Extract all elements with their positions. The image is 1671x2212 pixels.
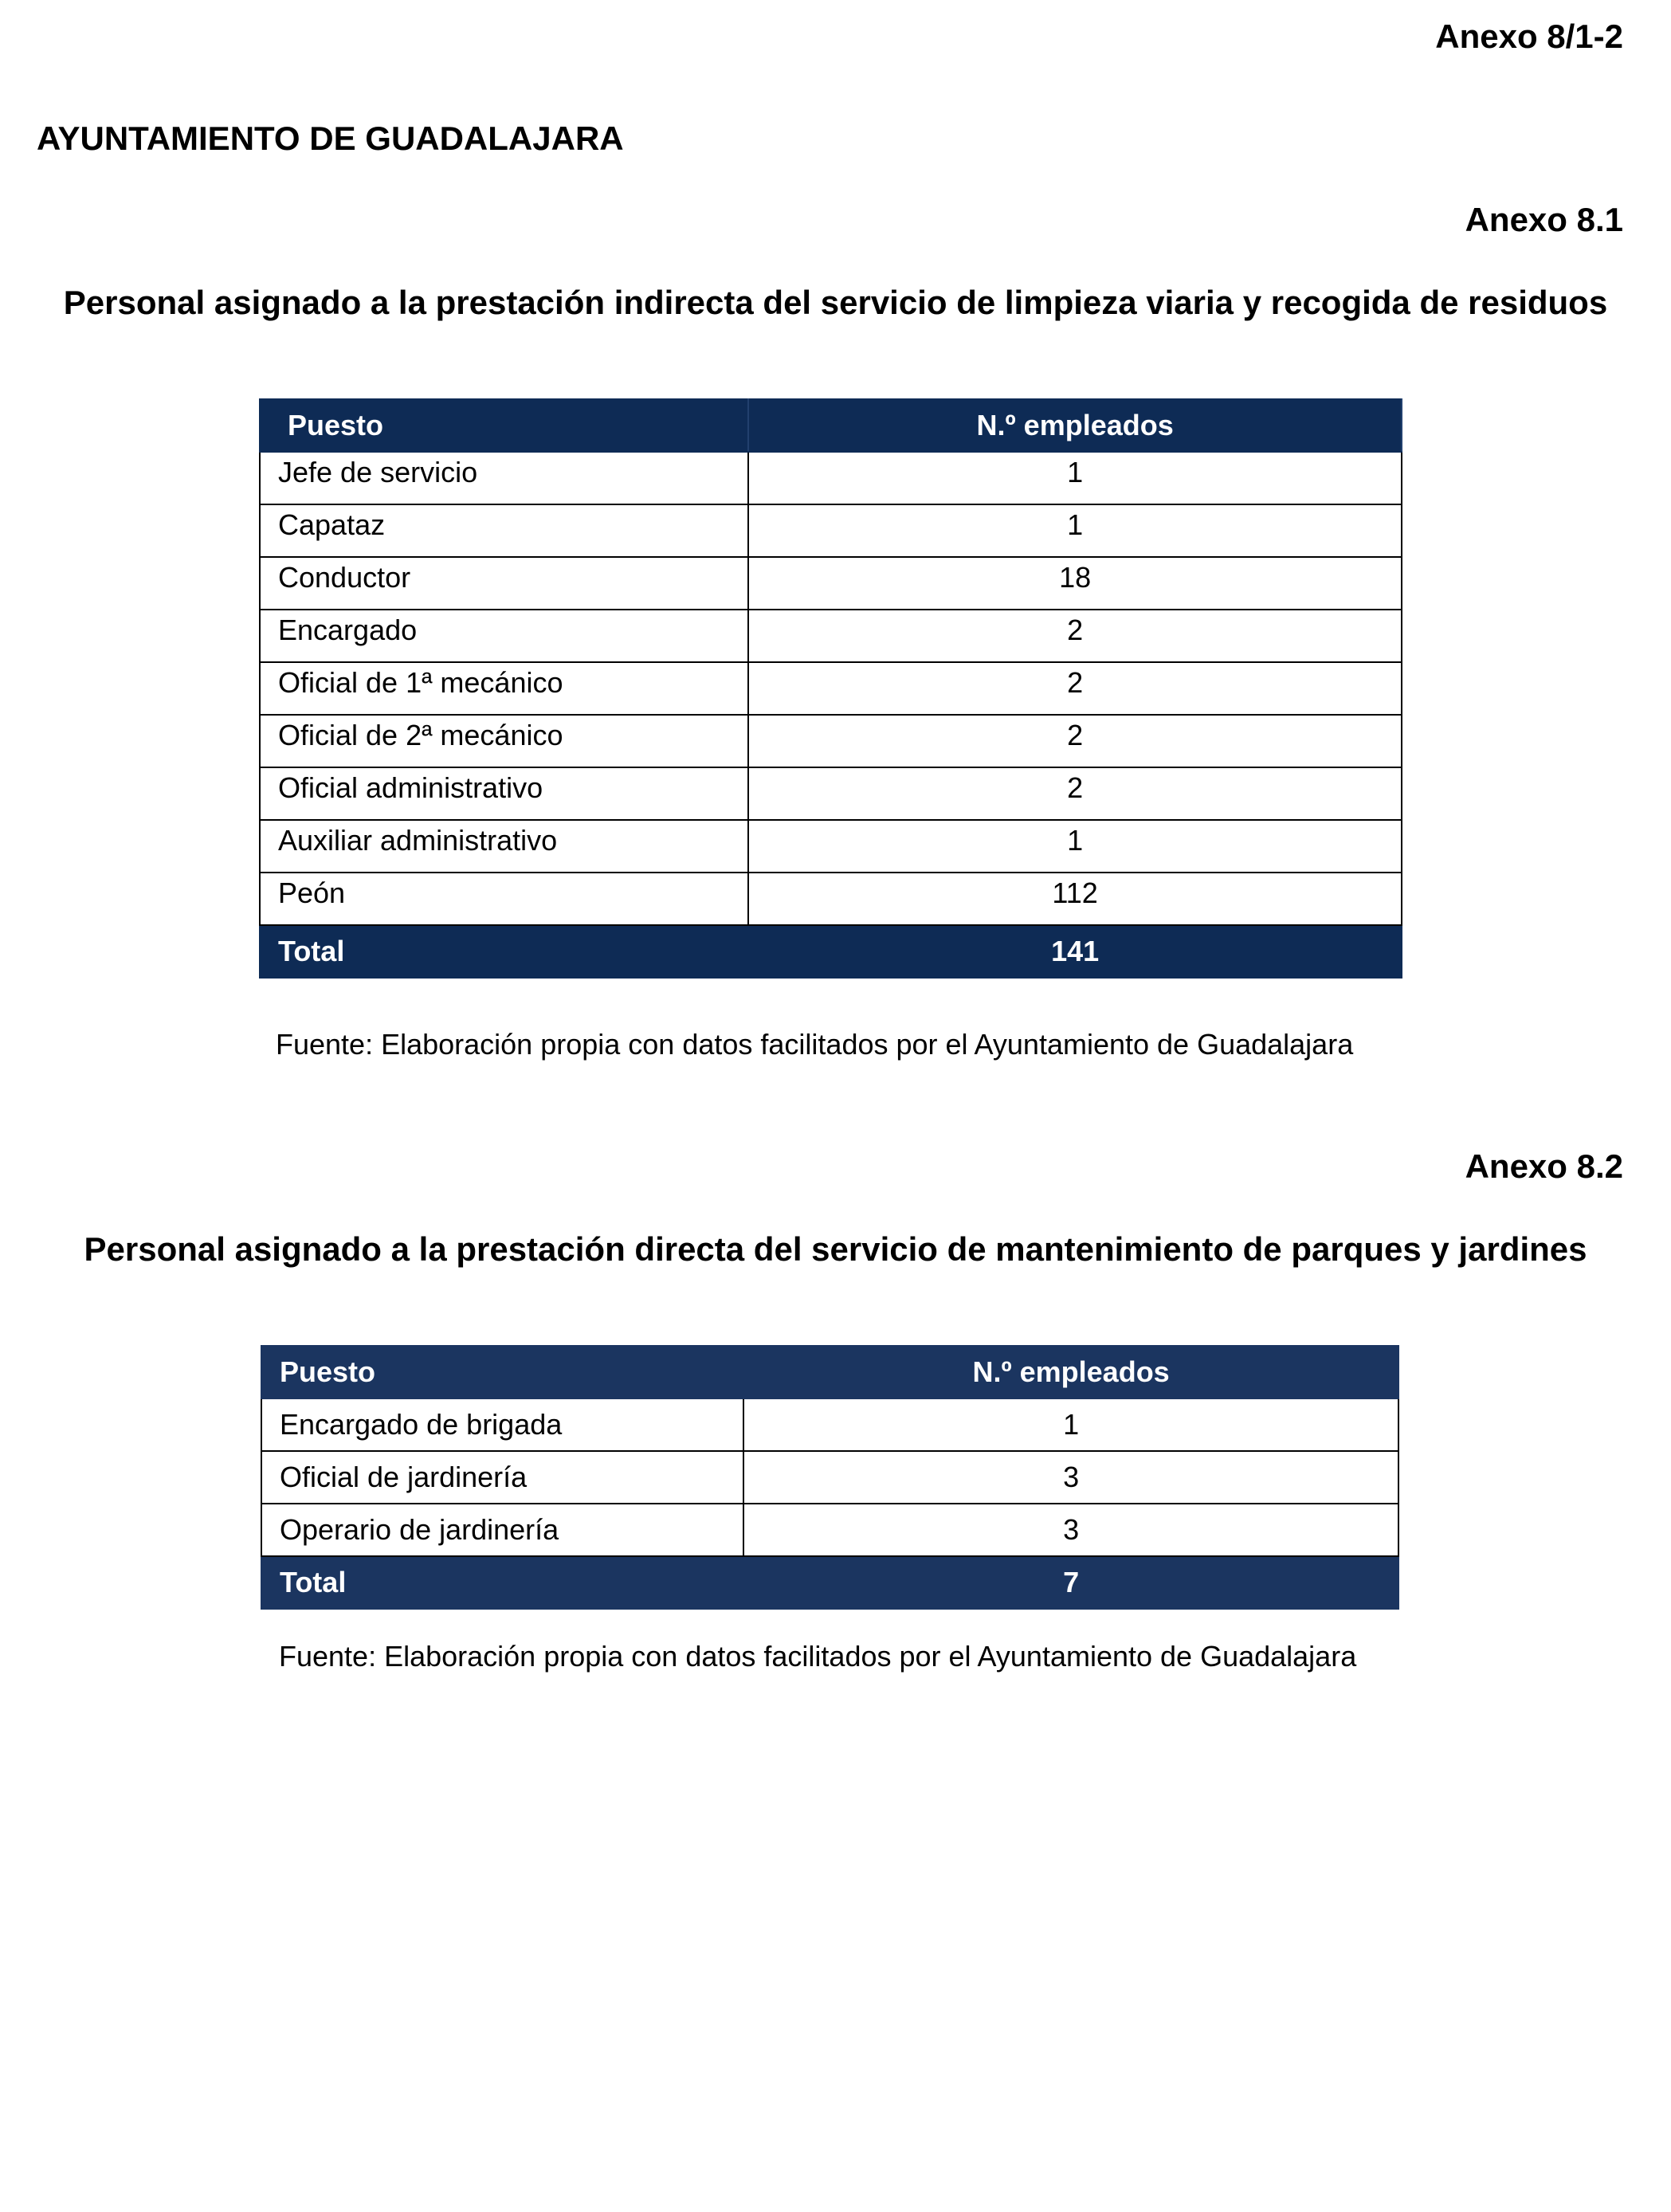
cell-empleados: 3 [743, 1451, 1398, 1504]
cell-empleados: 2 [748, 767, 1402, 820]
cell-puesto: Conductor [260, 557, 748, 610]
table-row [261, 1398, 1398, 1451]
annex-2-table [261, 1345, 1399, 1610]
table-row [261, 1504, 1398, 1556]
table-row [261, 1451, 1398, 1504]
table-row [260, 610, 1402, 662]
table-row [260, 873, 1402, 925]
annex-1-table [259, 398, 1402, 979]
cell-empleados: 3 [743, 1504, 1398, 1556]
cell-puesto: Peón [260, 873, 748, 925]
cell-puesto: Encargado [260, 610, 748, 662]
cell-empleados: 1 [748, 820, 1402, 873]
cell-empleados: 18 [748, 557, 1402, 610]
table-header-row [261, 1346, 1398, 1398]
annex-1-label: Anexo 8.1 [1465, 201, 1623, 238]
cell-empleados: 2 [748, 662, 1402, 715]
annex-reference: Anexo 8/1-2 [1435, 18, 1623, 55]
cell-empleados: 1 [748, 504, 1402, 557]
annex-1-source: Fuente: Elaboración propia con datos facilitados por el Ayuntamiento de Guadalajara [276, 1028, 1354, 1061]
cell-puesto: Jefe de servicio [260, 452, 748, 504]
cell-empleados: 112 [748, 873, 1402, 925]
total-value: 141 [748, 925, 1402, 978]
cell-puesto: Encargado de brigada [261, 1398, 743, 1451]
table-row [260, 767, 1402, 820]
table-row [260, 504, 1402, 557]
cell-puesto: Oficial de 2ª mecánico [260, 715, 748, 767]
total-label: Total [260, 925, 748, 978]
table-row [260, 557, 1402, 610]
table-row [260, 820, 1402, 873]
cell-empleados: 2 [748, 715, 1402, 767]
table-total-row [261, 1556, 1398, 1609]
column-header-empleados: N.º empleados [743, 1346, 1398, 1398]
total-label: Total [261, 1556, 743, 1609]
cell-puesto: Auxiliar administrativo [260, 820, 748, 873]
cell-puesto: Operario de jardinería [261, 1504, 743, 1556]
table-row [260, 452, 1402, 504]
organization-title: AYUNTAMIENTO DE GUADALAJARA [37, 120, 624, 157]
column-header-puesto: Puesto [261, 1346, 743, 1398]
annex-2-label: Anexo 8.2 [1465, 1147, 1623, 1185]
annex-2-title: Personal asignado a la prestación directa del servicio de mantenimiento de parques y jardines [84, 1230, 1587, 1268]
cell-empleados: 2 [748, 610, 1402, 662]
table-header-row [260, 399, 1402, 452]
total-value: 7 [743, 1556, 1398, 1609]
column-header-empleados: N.º empleados [748, 399, 1402, 452]
table-total-row [260, 925, 1402, 978]
cell-puesto: Capataz [260, 504, 748, 557]
cell-empleados: 1 [743, 1398, 1398, 1451]
cell-puesto: Oficial de jardinería [261, 1451, 743, 1504]
annex-2-source: Fuente: Elaboración propia con datos facilitados por el Ayuntamiento de Guadalajara [279, 1640, 1357, 1673]
annex-1-title: Personal asignado a la prestación indirecta del servicio de limpieza viaria y recogida de residuos [63, 284, 1608, 321]
cell-puesto: Oficial administrativo [260, 767, 748, 820]
cell-puesto: Oficial de 1ª mecánico [260, 662, 748, 715]
cell-empleados: 1 [748, 452, 1402, 504]
column-header-puesto: Puesto [260, 399, 748, 452]
table-row [260, 715, 1402, 767]
table-row [260, 662, 1402, 715]
